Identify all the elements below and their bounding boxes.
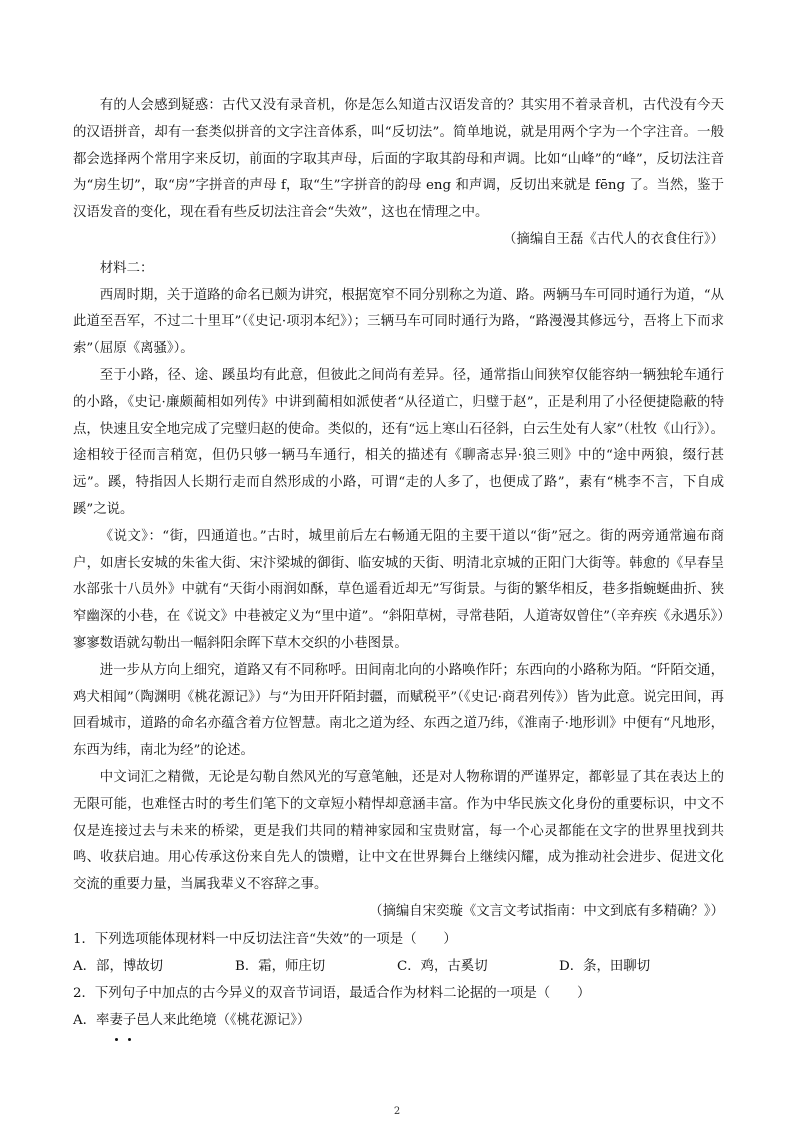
question-one-option-a: A．部，博故切	[73, 958, 164, 974]
question-one-option-d: D．条，田聊切	[559, 958, 651, 974]
option-a-suffix: 邑人来此绝境（《桃花源记》）	[136, 1013, 311, 1029]
material-two-paragraph: 《说文》：“街，四通道也。”古时，城里前后左右畅通无阻的主要干道以“街”冠之。街的两旁通常遍布商户，如唐长安城的朱雀大街、宋汴梁城的御街、临安城的天街、明清北京城的正阳门大街等。韩愈的《早春呈水部张十八员外》中就有“天街小雨润如酥，草色遥看近却无”写街景。与街的繁华相反，巷多指蜿蜒曲折、狭窄幽深的小巷，在《说文》中巷被定义为“里中道”。“斜阳草树，寻常巷陌，人道寄奴曾住”（辛弃疾《永遇乐》）寥寥数语就勾勒出一幅斜阳余晖下草木交织的小巷图景。	[73, 528, 724, 651]
material-two-paragraph: 进一步从方向上细究，道路又有不同称呼。田间南北向的小路唤作阡；东西向的小路称为陌。“阡陌交通，鸡犬相闻”（陶渊明《桃花源记》）与“为田开阡陌封疆，而赋税平”（《史记·商君列传》）皆为此意。说完田间，再回看城市，道路的命名亦蕴含着方位智慧。南北之道为经、东西之道乃纬，《淮南子·地形训》中便有“凡地形，东西为纬，南北为经”的论述。	[73, 662, 724, 759]
question-two-option-a	[73, 1007, 724, 1034]
material-one-paragraph: 有的人会感到疑惑：古代又没有录音机，你是怎么知道古汉语发音的？其实用不着录音机，古代没有今天的汉语拼音，却有一套类似拼音的文字注音体系，叫“反切法”。简单地说，就是用两个字为一个字注音。一般都会选择两个常用字来反切，前面的字取其声母，后面的字取其韵母和声调。比如“山峰”的“峰”，反切法注音为“房生切”，取“房”字拼音的声母 f，取“生”字拼音的韵母 eng 和声调，反切出来就是 fēng 了。当然，鉴于汉语发音的变化，现在看有些反切法注音会“失效”，这也在情理之中。	[73, 98, 724, 221]
page-content	[73, 93, 724, 1035]
material-one-source: （摘编自王磊《古代人的衣食住行》）	[503, 231, 724, 247]
material-two-paragraph: 至于小路，径、途、蹊虽均有此意，但彼此之间尚有差异。径，通常指山间狭窄仅能容纳一辆独轮车通行的小路，《史记·廉颇蔺相如列传》中讲到蔺相如派使者“从径道亡，归璧于赵”，正是利用了小径便捷隐蔽的特点，快速且安全地完成了完璧归赵的使命。类似的，还有“远上寒山石径斜，白云生处有人家”（杜牧《山行》）。途相较于径而言稍宽，但仍只够一辆马车通行，相关的描述有《聊斋志异·狼三则》中的“途中两狼，缀行甚远”。蹊，特指因人长期行走而自然形成的小路，可谓“走的人多了，也便成了路”，素有“桃李不言，下自成蹊”之说。	[73, 367, 724, 517]
question-one-option-c: C．鸡，古奚切	[397, 958, 488, 974]
page-number: 2	[393, 1106, 401, 1117]
option-a-prefix: A．率	[73, 1013, 110, 1029]
dotted-char: 子	[123, 1007, 136, 1034]
material-two-paragraph: 中文词汇之精微，无论是勾勒自然风光的写意笔触，还是对人物称谓的严谨界定，都彰显了其在表达上的无限可能，也难怪古时的考生们笔下的文章短小精悍却意涵丰富。作为中华民族文化身份的重要标识，中文不仅是连接过去与未来的桥梁，更是我们共同的精神家园和宝贵财富，每一个心灵都能在文字的世界里找到共鸣、收获启迪。用心传承这份来自先人的馈赠，让中文在世界舞台上继续闪耀，成为推动社会进步、促进文化交流的重要力量，当属我辈义不容辞之事。	[73, 769, 724, 893]
dotted-char: 妻	[109, 1007, 122, 1034]
material-two-source: （摘编自宋奕璇《文言文考试指南：中文到底有多精确？》）	[369, 903, 724, 919]
question-one-options	[73, 953, 724, 980]
question-one-stem: 1．下列选项能体现材料一中反切法注音“失效”的一项是（ ）	[73, 931, 457, 947]
material-two-label: 材料二：	[99, 260, 154, 276]
question-two-stem: 2．下列句子中加点的古今异义的双音节词语，最适合作为材料二论据的一项是（ ）	[73, 986, 591, 1002]
question-one-option-b: B．霜，师庄切	[235, 958, 326, 974]
material-two-paragraph: 西周时期，关于道路的命名已颇为讲究，根据宽窄不同分别称之为道、路。两辆马车可同时通行为道，“从此道至吾军，不过二十里耳”（《史记·项羽本纪》）；三辆马车可同时通行为路，“路漫漫其修远兮，吾将上下而求索”（屈原《离骚》）。	[73, 287, 724, 357]
